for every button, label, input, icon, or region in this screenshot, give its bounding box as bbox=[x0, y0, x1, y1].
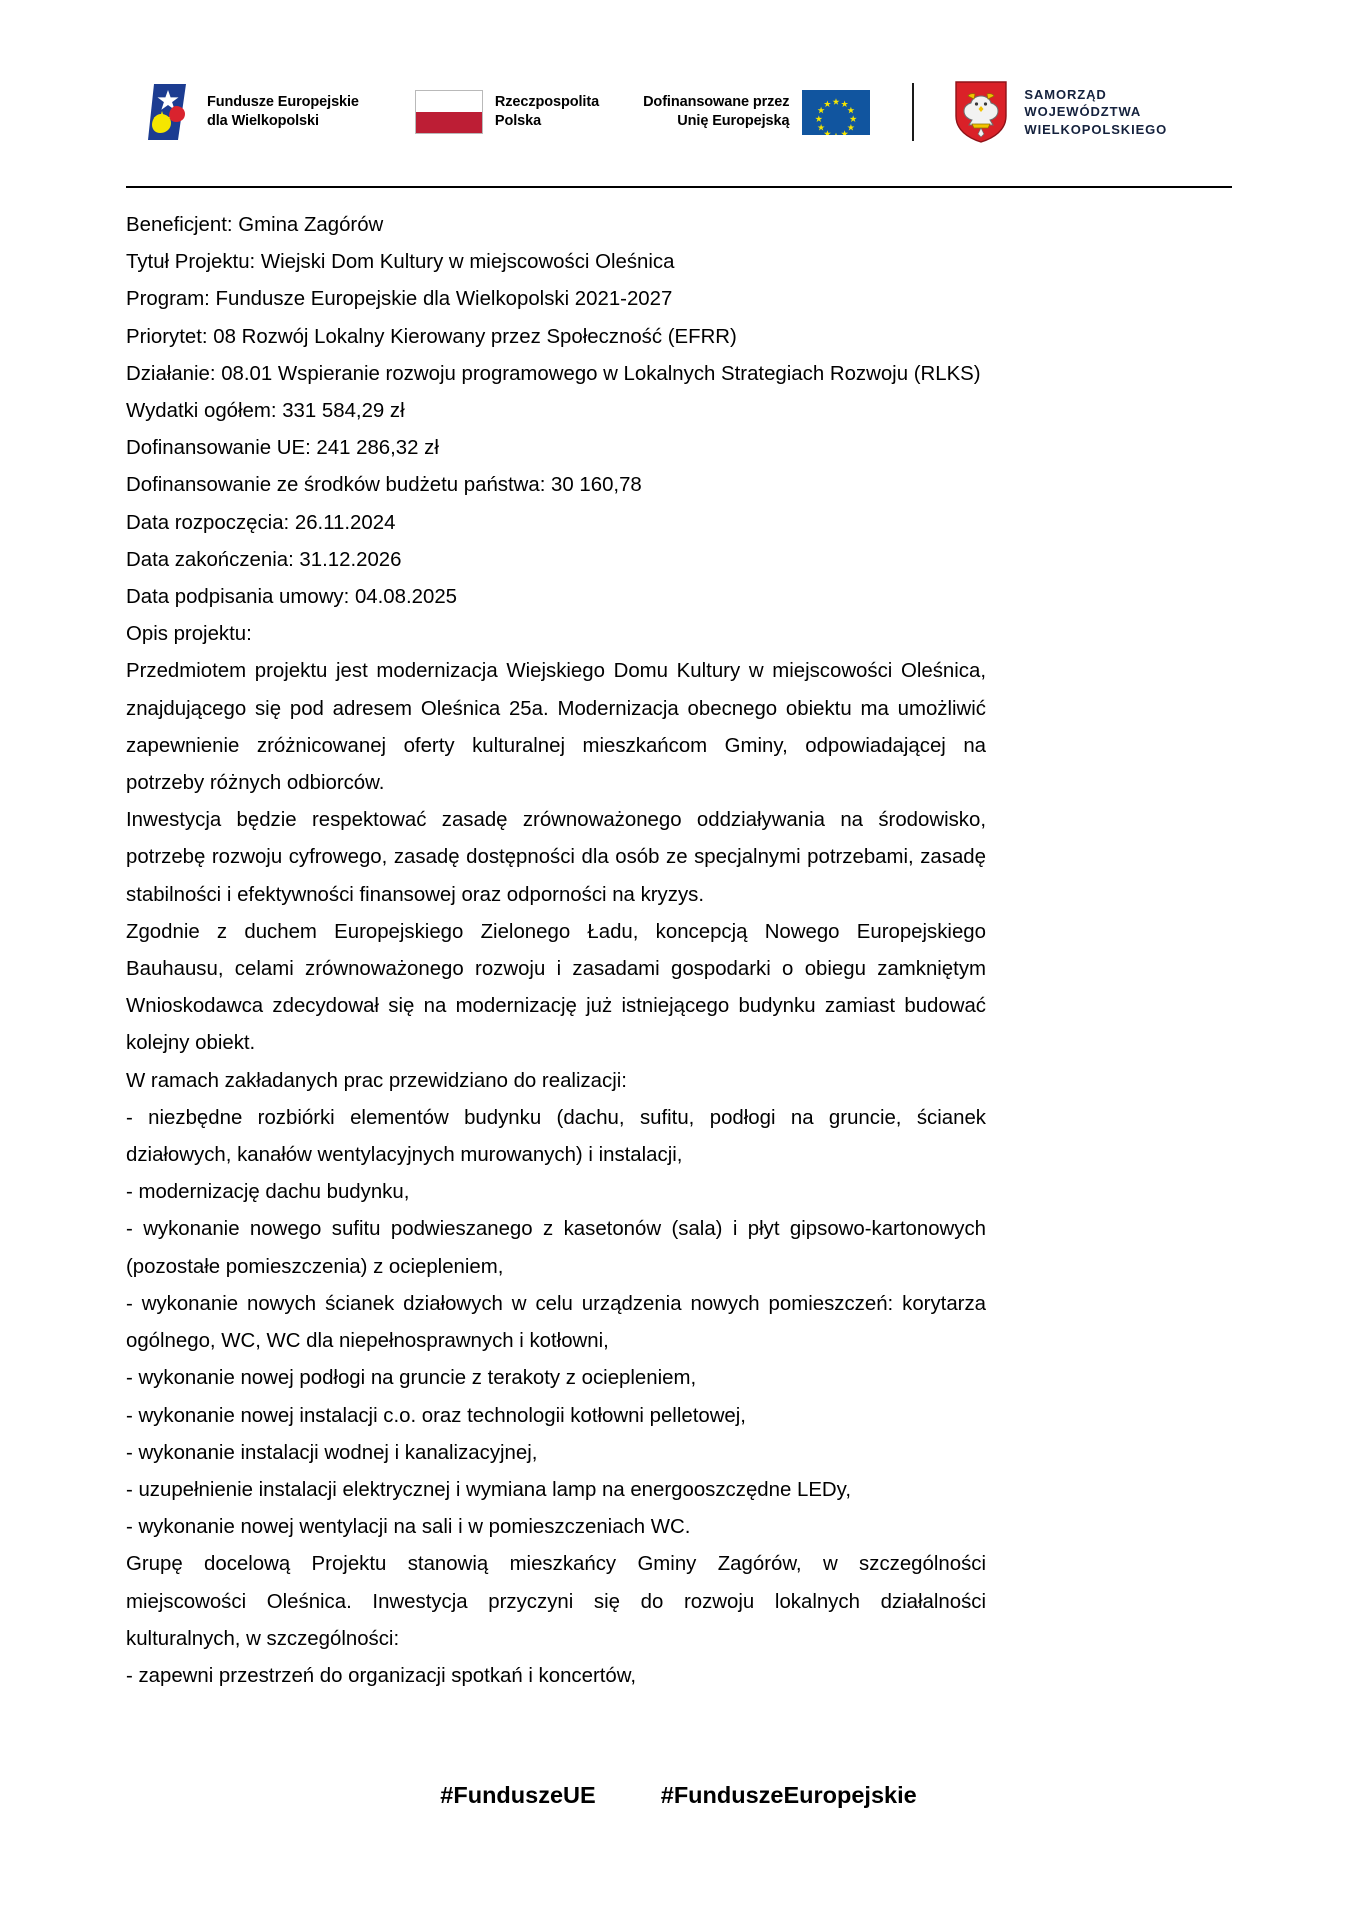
eu-line-1: Dofinansowane przez bbox=[643, 94, 790, 111]
target-group-paragraph: Grupę docelową Projektu stanowią mieszkańcy Gminy Zagórów, w szczególności miejscowości Oleśnica. Inwestycja przyczyni się do rozwoju lokalnych działalności kulturalnych, w szczególności: bbox=[126, 1553, 986, 1650]
footer-hashtags bbox=[0, 1782, 1357, 1809]
meta-line-priorytet: Priorytet: 08 Rozwój Lokalny Kierowany przez Społeczność (EFRR) bbox=[126, 325, 737, 348]
document-body bbox=[126, 207, 986, 1695]
logo-unia-europejska-text bbox=[643, 93, 789, 130]
polish-flag-icon bbox=[415, 90, 483, 134]
works-item-5: - wykonanie nowej podłogi na gruncie z terakoty z ociepleniem, bbox=[126, 1367, 697, 1390]
meta-line-dzialanie: Działanie: 08.01 Wspieranie rozwoju programowego w Lokalnych Strategiach Rozwoju (RLKS) bbox=[126, 362, 981, 385]
sww-line-1: SAMORZĄD bbox=[1024, 86, 1107, 102]
works-item-3: - wykonanie nowego sufitu podwieszanego z kasetonów (sala) i płyt gipsowo-kartonowych (pozostałe pomieszczenia) z ociepleniem, bbox=[126, 1218, 986, 1278]
fe-line-2: dla Wielkopolski bbox=[207, 113, 319, 129]
meta-line-beneficjent: Beneficjent: Gmina Zagórów bbox=[126, 214, 384, 236]
meta-line-data-rozpoczecia: Data rozpoczęcia: 26.11.2024 bbox=[126, 511, 396, 534]
eu-funding-logo-bar bbox=[126, 62, 1231, 162]
meta-line-data-umowy: Data podpisania umowy: 04.08.2025 bbox=[126, 586, 458, 609]
target-item-1: - zapewni przestrzeń do organizacji spotkań i koncertów, bbox=[126, 1664, 637, 1687]
meta-line-data-zakonczenia: Data zakończenia: 31.12.2026 bbox=[126, 548, 402, 571]
works-item-2: - modernizację dachu budynku, bbox=[126, 1181, 410, 1204]
logo-divider bbox=[912, 83, 914, 141]
meta-line-opis-heading: Opis projektu: bbox=[126, 623, 252, 646]
logo-rzeczpospolita-polska bbox=[415, 90, 599, 134]
sww-line-2: WOJEWÓDZTWA bbox=[1024, 104, 1142, 120]
description-paragraph-2: Inwestycja będzie respektować zasadę zrównoważonego oddziaływania na środowisko, potrzebę rozwoju cyfrowego, zasadę dostępności dla osób ze specjalnymi potrzebami, zasadę stabilności i efektywności finansowej oraz odporności na kryzys. bbox=[126, 809, 986, 906]
works-item-9: - wykonanie nowej wentylacji na sali i w pomieszczeniach WC. bbox=[126, 1516, 691, 1539]
sww-line-3: WIELKOPOLSKIEGO bbox=[1024, 121, 1168, 137]
meta-line-wydatki: Wydatki ogółem: 331 584,29 zł bbox=[126, 400, 405, 423]
fundusze-europejskie-icon bbox=[148, 84, 196, 140]
header-divider-rule bbox=[126, 186, 1232, 188]
works-item-4: - wykonanie nowych ścianek działowych w celu urządzenia nowych pomieszczeń: korytarza ogólnego, WC, WC dla niepełnosprawnych i kotłowni, bbox=[126, 1292, 986, 1353]
logo-fundusze-europejskie-text bbox=[207, 93, 359, 130]
works-intro: W ramach zakładanych prac przewidziano do realizacji: bbox=[126, 1069, 627, 1092]
wielkopolska-crest-icon bbox=[954, 80, 1008, 144]
logo-fundusze-europejskie bbox=[148, 84, 359, 140]
hashtag-funduszeue: #FunduszeUE bbox=[440, 1782, 596, 1808]
works-item-1: - niezbędne rozbiórki elementów budynku (dachu, sufitu, podłogi na gruncie, ścianek działowych, kanałów wentylacyjnych murowanych) i instalacji, bbox=[126, 1106, 986, 1167]
works-item-7: - wykonanie instalacji wodnej i kanalizacyjnej, bbox=[126, 1441, 538, 1464]
logo-rzeczpospolita-text bbox=[495, 93, 599, 130]
eu-line-2: Unię Europejską bbox=[677, 113, 790, 129]
logo-samorzad-text bbox=[1024, 86, 1167, 139]
hashtag-funduszeeuropejskie: #FunduszeEuropejskie bbox=[660, 1782, 917, 1808]
logo-unia-europejska bbox=[643, 90, 870, 135]
pl-line-2: Polska bbox=[494, 113, 542, 129]
meta-line-tytul: Tytuł Projektu: Wiejski Dom Kultury w miejscowości Oleśnica bbox=[126, 251, 675, 274]
description-paragraph-1: Przedmiotem projektu jest modernizacja Wiejskiego Domu Kultury w miejscowości Oleśnica, znajdującego się pod adresem Oleśnica 25a. Modernizacja obecnego obiektu ma umożliwić zapewnienie zróżnicowanej oferty kulturalnej mieszkańcom Gminy, odpowiadającej na potrzeby różnych odbiorców. bbox=[126, 660, 986, 795]
meta-line-dofinansowanie-budzet: Dofinansowanie ze środków budżetu państwa: 30 160,78 bbox=[126, 474, 642, 497]
logo-samorzad-wojewodztwa-wielkopolskiego bbox=[954, 80, 1167, 144]
fe-line-1: Fundusze Europejskie bbox=[207, 94, 359, 111]
meta-line-program: Program: Fundusze Europejskie dla Wielkopolski 2021-2027 bbox=[126, 288, 673, 311]
works-item-6: - wykonanie nowej instalacji c.o. oraz technologii kotłowni pelletowej, bbox=[126, 1404, 746, 1427]
works-item-8: - uzupełnienie instalacji elektrycznej i wymiana lamp na energooszczędne LEDy, bbox=[126, 1478, 851, 1501]
description-paragraph-3: Zgodnie z duchem Europejskiego Zielonego Ładu, koncepcją Nowego Europejskiego Bauhausu, celami zrównoważonego rozwoju i zasadami gospodarki o obiegu zamkniętym Wnioskodawca zdecydował się na modernizację już istniejącego budynku zamiast budować kolejny obiekt. bbox=[126, 920, 986, 1055]
eu-flag-icon bbox=[802, 90, 870, 135]
meta-line-dofinansowanie-ue: Dofinansowanie UE: 241 286,32 zł bbox=[126, 437, 439, 460]
pl-line-1: Rzeczpospolita bbox=[494, 94, 600, 111]
